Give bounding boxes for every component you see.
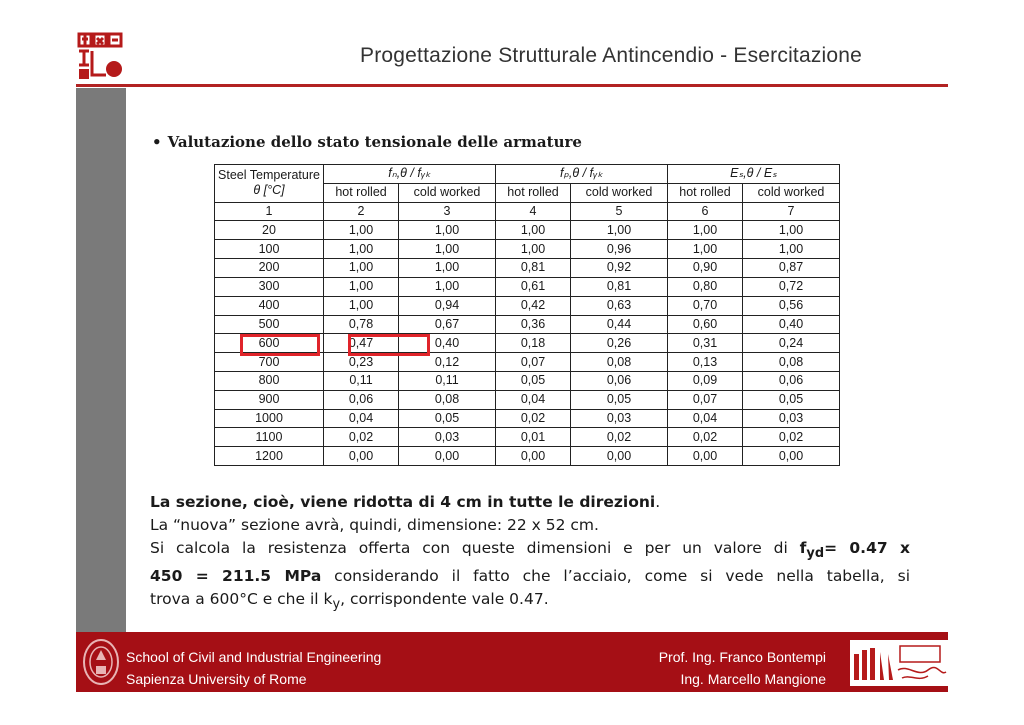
column-number-cell: 3 (399, 202, 496, 221)
reduction-factor-cell: 0,31 (667, 334, 742, 353)
text-line-4 (150, 565, 910, 588)
reduction-factor-cell: 0,63 (571, 296, 668, 315)
table-row (215, 259, 840, 278)
subheader-cell: cold worked (743, 183, 840, 202)
table-header-row-1 (215, 165, 840, 184)
reduction-factor-cell: 0,96 (571, 240, 668, 259)
reduction-factor-cell: 0,06 (571, 371, 668, 390)
reduction-factor-cell: 0,24 (743, 334, 840, 353)
temperature-cell: 500 (215, 315, 324, 334)
reduction-factor-cell: 0,02 (324, 428, 399, 447)
reduction-factor-cell: 1,00 (399, 221, 496, 240)
reduction-factor-cell: 0,00 (571, 447, 668, 466)
reduction-factor-cell: 0,81 (571, 277, 668, 296)
research-group-logo-icon (850, 640, 948, 686)
table-row (215, 315, 840, 334)
reduction-factor-cell: 0,01 (495, 428, 570, 447)
reduction-factor-cell: 0,40 (399, 334, 496, 353)
page-title: Progettazione Strutturale Antincendio - Esercitazione (360, 44, 863, 67)
header-group-es: Eₛ,θ / Eₛ (667, 165, 839, 184)
reduction-factor-cell: 0,56 (743, 296, 840, 315)
reduction-factor-cell: 0,80 (667, 277, 742, 296)
text-line-4-rest: considerando il fatto che l’acciaio, come si vede nella tabella, si (321, 567, 910, 586)
reduction-factor-cell: 0,44 (571, 315, 668, 334)
temperature-cell: 800 (215, 371, 324, 390)
reduction-factor-cell: 0,00 (324, 447, 399, 466)
footer-university: Sapienza University of Rome (126, 671, 307, 687)
text-line-1 (150, 491, 910, 514)
reduction-factor-cell: 0,11 (324, 371, 399, 390)
highlight-600-temperature (240, 334, 320, 356)
table-row (215, 277, 840, 296)
temperature-cell: 1200 (215, 447, 324, 466)
reduction-factor-cell: 0,03 (743, 409, 840, 428)
column-number-cell: 1 (215, 202, 324, 221)
footer-assistant: Ing. Marcello Mangione (680, 671, 826, 687)
reduction-factor-cell: 1,00 (667, 240, 742, 259)
reduction-factor-cell: 0,87 (743, 259, 840, 278)
text-line-1-end: . (655, 493, 661, 511)
text-line-5-sub: y (332, 597, 341, 613)
column-number-cell: 6 (667, 202, 742, 221)
reduction-factor-cell: 0,00 (667, 447, 742, 466)
reduction-factor-cell: 0,02 (667, 428, 742, 447)
temperature-cell: 900 (215, 390, 324, 409)
highlight-047-value (348, 334, 430, 356)
steel-reduction-table (214, 164, 840, 466)
table-row (215, 296, 840, 315)
reduction-factor-cell: 0,04 (667, 409, 742, 428)
reduction-factor-cell: 0,61 (495, 277, 570, 296)
column-number-cell: 4 (495, 202, 570, 221)
reduction-factor-cell: 0,06 (324, 390, 399, 409)
footer-professor: Prof. Ing. Franco Bontempi (658, 649, 826, 665)
sapienza-seal-icon (82, 638, 120, 686)
temperature-cell: 400 (215, 296, 324, 315)
reduction-factor-cell: 0,05 (399, 409, 496, 428)
section-heading-text: Valutazione dello stato tensionale delle armature (167, 133, 582, 151)
temperature-cell: 200 (215, 259, 324, 278)
footer-school: School of Civil and Industrial Engineering (126, 649, 382, 665)
subheader-cell: hot rolled (667, 183, 742, 202)
reduction-factor-cell: 0,40 (743, 315, 840, 334)
text-line-4-bold: 450 = 211.5 MPa (150, 567, 322, 586)
reduction-factor-cell: 1,00 (324, 221, 399, 240)
header-steel-temperature-label: Steel Temperature (218, 168, 320, 183)
text-line-3-f: f (799, 539, 807, 557)
reduction-factor-cell: 0,94 (399, 296, 496, 315)
subheader-cell: hot rolled (324, 183, 399, 202)
reduction-factor-cell: 0,08 (399, 390, 496, 409)
reduction-factor-cell: 1,00 (324, 259, 399, 278)
reduction-factor-cell: 0,04 (495, 390, 570, 409)
header-divider (76, 84, 948, 87)
subheader-cell: cold worked (399, 183, 496, 202)
reduction-factor-cell: 0,67 (399, 315, 496, 334)
side-bar (76, 88, 126, 632)
reduction-factor-cell: 0,42 (495, 296, 570, 315)
reduction-factor-cell: 0,60 (667, 315, 742, 334)
reduction-factor-cell: 0,07 (495, 353, 570, 372)
text-line-3-a: Si calcola la resistenza offerta con queste dimensioni e per un valore di (150, 539, 800, 557)
reduction-factor-cell: 0,12 (399, 353, 496, 372)
temperature-cell: 1100 (215, 428, 324, 447)
reduction-factor-cell: 0,02 (571, 428, 668, 447)
reduction-factor-cell: 1,00 (667, 221, 742, 240)
table-column-number-row (215, 202, 840, 221)
reduction-factor-cell: 0,06 (743, 371, 840, 390)
reduction-factor-cell: 1,00 (495, 240, 570, 259)
reduction-factor-cell: 0,02 (495, 409, 570, 428)
reduction-factor-cell: 1,00 (495, 221, 570, 240)
reduction-factor-cell: 0,00 (399, 447, 496, 466)
table-row (215, 390, 840, 409)
table-row (215, 428, 840, 447)
reduction-factor-cell: 0,26 (571, 334, 668, 353)
reduction-factor-cell: 0,90 (667, 259, 742, 278)
text-line-3-sub: yd (806, 546, 825, 562)
header-group-fp: fₚ,θ / fᵧₖ (495, 165, 667, 184)
bullet: • (152, 133, 162, 151)
reduction-factor-cell: 0,04 (324, 409, 399, 428)
reduction-factor-cell: 0,08 (743, 353, 840, 372)
temperature-cell: 100 (215, 240, 324, 259)
reduction-factor-cell: 1,00 (399, 277, 496, 296)
table-row (215, 240, 840, 259)
reduction-factor-cell: 1,00 (571, 221, 668, 240)
subheader-cell: cold worked (571, 183, 668, 202)
temperature-cell: 600 (215, 334, 324, 353)
column-number-cell: 2 (324, 202, 399, 221)
reduction-factor-cell: 1,00 (399, 259, 496, 278)
reduction-factor-cell: 1,00 (743, 221, 840, 240)
header-steel-temperature (215, 165, 324, 203)
footer-right (600, 646, 826, 690)
reduction-factor-cell: 0,05 (495, 371, 570, 390)
reduction-factor-cell: 0,09 (667, 371, 742, 390)
text-line-5-a: trova a 600°C e che il k (150, 590, 333, 609)
temperature-cell: 1000 (215, 409, 324, 428)
reduction-factor-cell: 0,00 (495, 447, 570, 466)
reduction-factor-cell: 0,36 (495, 315, 570, 334)
temperature-cell: 20 (215, 221, 324, 240)
reduction-factor-cell: 0,23 (324, 353, 399, 372)
body-text (150, 491, 910, 616)
reduction-factor-cell: 0,78 (324, 315, 399, 334)
reduction-factor-cell: 0,47 (324, 334, 399, 353)
text-line-3-b: = 0.47 x (824, 539, 910, 557)
text-line-1-bold: La sezione, cioè, viene ridotta di 4 cm in tutte le direzioni (150, 493, 656, 511)
reduction-factor-cell: 0,18 (495, 334, 570, 353)
reduction-factor-cell: 0,13 (667, 353, 742, 372)
reduction-factor-cell: 0,07 (667, 390, 742, 409)
column-number-cell: 5 (571, 202, 668, 221)
text-line-3 (150, 537, 910, 565)
text-line-2: La “nuova” sezione avrà, quindi, dimensione: 22 x 52 cm. (150, 516, 599, 534)
table-row (215, 447, 840, 466)
reduction-factor-cell: 1,00 (399, 240, 496, 259)
reduction-factor-cell: 0,72 (743, 277, 840, 296)
table-row (215, 221, 840, 240)
table-row (215, 409, 840, 428)
temperature-cell: 700 (215, 353, 324, 372)
reduction-factor-cell: 0,05 (571, 390, 668, 409)
reduction-factor-cell: 0,70 (667, 296, 742, 315)
reduction-factor-cell: 0,03 (399, 428, 496, 447)
reduction-factor-cell: 1,00 (324, 277, 399, 296)
seal-logo-icon (76, 31, 124, 83)
subheader-cell: hot rolled (495, 183, 570, 202)
reduction-factor-cell: 0,92 (571, 259, 668, 278)
reduction-factor-cell: 0,05 (743, 390, 840, 409)
text-line-5 (150, 588, 910, 616)
reduction-factor-cell: 0,11 (399, 371, 496, 390)
header-theta-label: θ [°C] (253, 183, 285, 198)
column-number-cell: 7 (743, 202, 840, 221)
reduction-factor-cell: 0,00 (743, 447, 840, 466)
reduction-factor-cell: 0,02 (743, 428, 840, 447)
reduction-factor-cell: 0,03 (571, 409, 668, 428)
header-group-fy: fₙ,θ / fᵧₖ (324, 165, 496, 184)
footer-left (126, 646, 381, 690)
reduction-factor-cell: 1,00 (324, 296, 399, 315)
steel-reduction-table-wrap (214, 164, 840, 466)
reduction-factor-cell: 1,00 (743, 240, 840, 259)
section-heading (152, 133, 582, 151)
table-row (215, 371, 840, 390)
reduction-factor-cell: 1,00 (324, 240, 399, 259)
reduction-factor-cell: 0,81 (495, 259, 570, 278)
reduction-factor-cell: 0,08 (571, 353, 668, 372)
text-line-5-b: , corrispondente vale 0.47. (340, 590, 549, 609)
temperature-cell: 300 (215, 277, 324, 296)
